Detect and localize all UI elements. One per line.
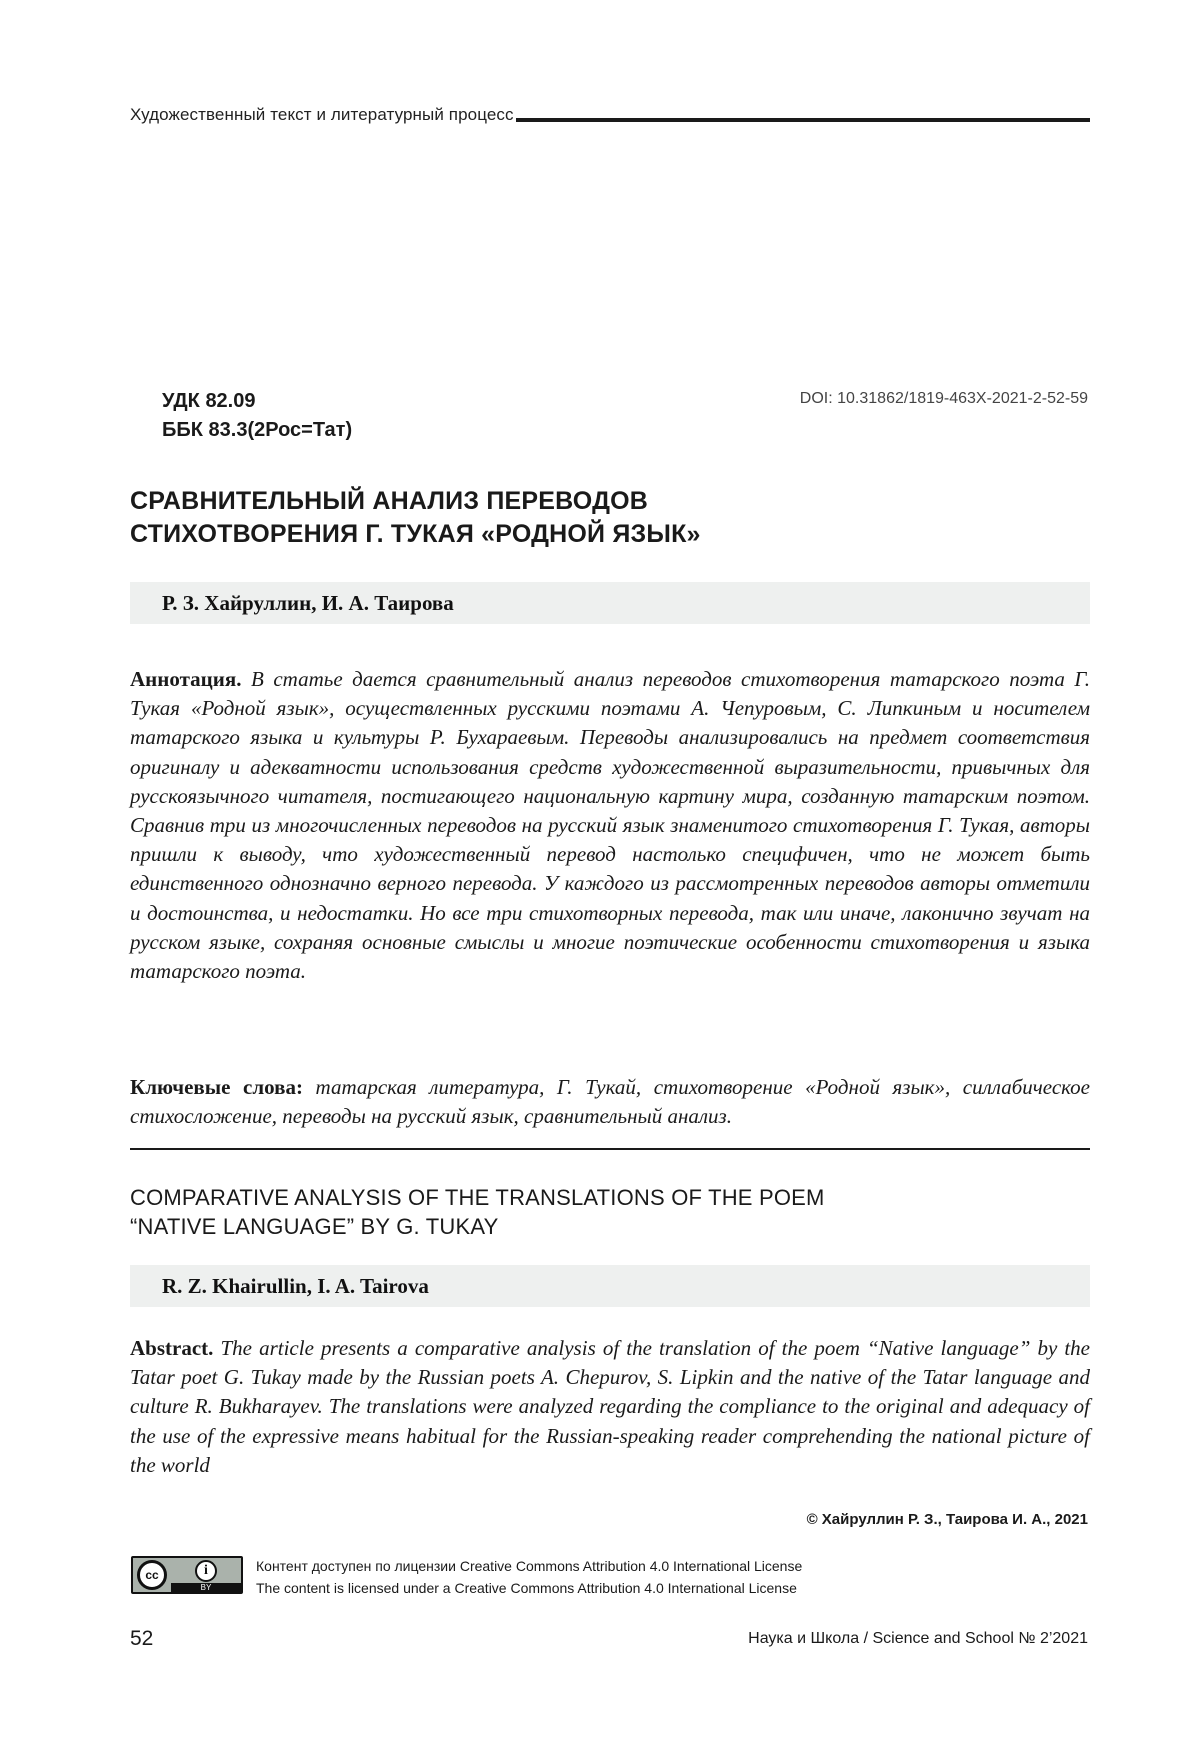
title-ru-line1: СРАВНИТЕЛЬНЫЙ АНАЛИЗ ПЕРЕВОДОВ bbox=[130, 487, 648, 515]
authors-en: R. Z. Khairullin, I. A. Tairova bbox=[162, 1274, 429, 1298]
page-number: 52 bbox=[130, 1627, 154, 1650]
abstract-en-text: The article presents a comparative analysis of the translation of the poem “Native language” by the Tatar poet G. Tukay made by the Russian poets A. Chepurov, S. Lipkin and the native of the Tatar language and culture R. Bukharayev. The translations were analyzed regarding the compliance to the original and adequacy of the use of the expressive means habitual for the Russian-speaking reader comprehending the national picture of the world bbox=[130, 1336, 1091, 1477]
article-title-en bbox=[130, 1183, 825, 1241]
license-text-ru: Контент доступен по лицензии Creative Commons Attribution 4.0 International License bbox=[256, 1558, 803, 1574]
keywords-ru-label: Ключевые слова: bbox=[130, 1075, 303, 1099]
keywords-ru bbox=[130, 1073, 1090, 1131]
running-head bbox=[130, 105, 1090, 125]
authors-ru: Р. З. Хайруллин, И. А. Таирова bbox=[162, 591, 454, 615]
abstract-ru-label: Аннотация. bbox=[130, 667, 242, 691]
title-ru-line2: СТИХОТВОРЕНИЯ Г. ТУКАЯ «РОДНОЙ ЯЗЫК» bbox=[130, 520, 701, 548]
abstract-ru-text: В статье дается сравнительный анализ переводов стихотворения татарского поэта Г. Тукая «Родной язык», осуществленных русскими поэтами А. Чепуровым, С. Липкиным и носителем татарского языка и культуры Р. Бухараевым. Переводы анализировались на предмет соответствия оригиналу и адекватности использования средств художественной выразительности, привычных для русскоязычного читателя, постигающего национальную картину мира, созданную татарским поэтом. Сравнив три из многочисленных переводов на русский язык знаменитого стихотворения Г. Тукая, авторы пришли к выводу, что художественный перевод настолько специфичен, что не может быть единственного однозначно верного перевода. У каждого из рассмотренных переводов авторы отметили и достоинства, и недостатки. Но все три стихотворных перевода, так или иначе, лаконично звучат на русском языке, сохраняя основные смыслы и многие поэтические особенности стихотворения и языка татарского поэта. bbox=[130, 667, 1091, 984]
bbk-code: ББК 83.3(2Рос=Тат) bbox=[162, 419, 353, 441]
section-divider bbox=[130, 1148, 1090, 1150]
by-label: BY bbox=[171, 1583, 241, 1592]
license-text bbox=[256, 1555, 802, 1599]
title-en-line2: “NATIVE LANGUAGE” BY G. TUKAY bbox=[130, 1214, 499, 1239]
authors-bar-en bbox=[130, 1265, 1090, 1307]
running-head-text: Художественный текст и литературный процесс bbox=[130, 105, 514, 124]
journal-issue: Наука и Школа / Science and School № 2’2021 bbox=[748, 1630, 1088, 1647]
authors-bar-ru bbox=[130, 582, 1090, 624]
doi[interactable]: DOI: 10.31862/1819-463X-2021-2-52-59 bbox=[799, 390, 1088, 407]
classification-codes bbox=[162, 387, 352, 445]
license-text-en: The content is licensed under a Creative Commons Attribution 4.0 International License bbox=[256, 1580, 797, 1596]
keywords-ru-text: татарская литература, Г. Тукай, стихотворение «Родной язык», силлабическое стихосложение, переводы на русский язык, сравнительный анализ. bbox=[130, 1075, 1090, 1129]
article-title-ru bbox=[130, 485, 701, 551]
creative-commons-icon: cc bbox=[137, 1560, 167, 1590]
abstract-en bbox=[130, 1334, 1090, 1480]
title-en-line1: COMPARATIVE ANALYSIS OF THE TRANSLATIONS OF THE POEM bbox=[130, 1185, 825, 1210]
copyright-notice: © Хайруллин Р. З., Таирова И. А., 2021 bbox=[806, 1511, 1088, 1528]
abstract-ru bbox=[130, 665, 1090, 986]
abstract-en-label: Abstract. bbox=[130, 1336, 214, 1360]
udk-code: УДК 82.09 bbox=[162, 390, 256, 412]
attribution-icon: i bbox=[195, 1560, 217, 1582]
cc-by-license-badge[interactable] bbox=[131, 1556, 243, 1594]
running-head-rule bbox=[516, 118, 1090, 122]
